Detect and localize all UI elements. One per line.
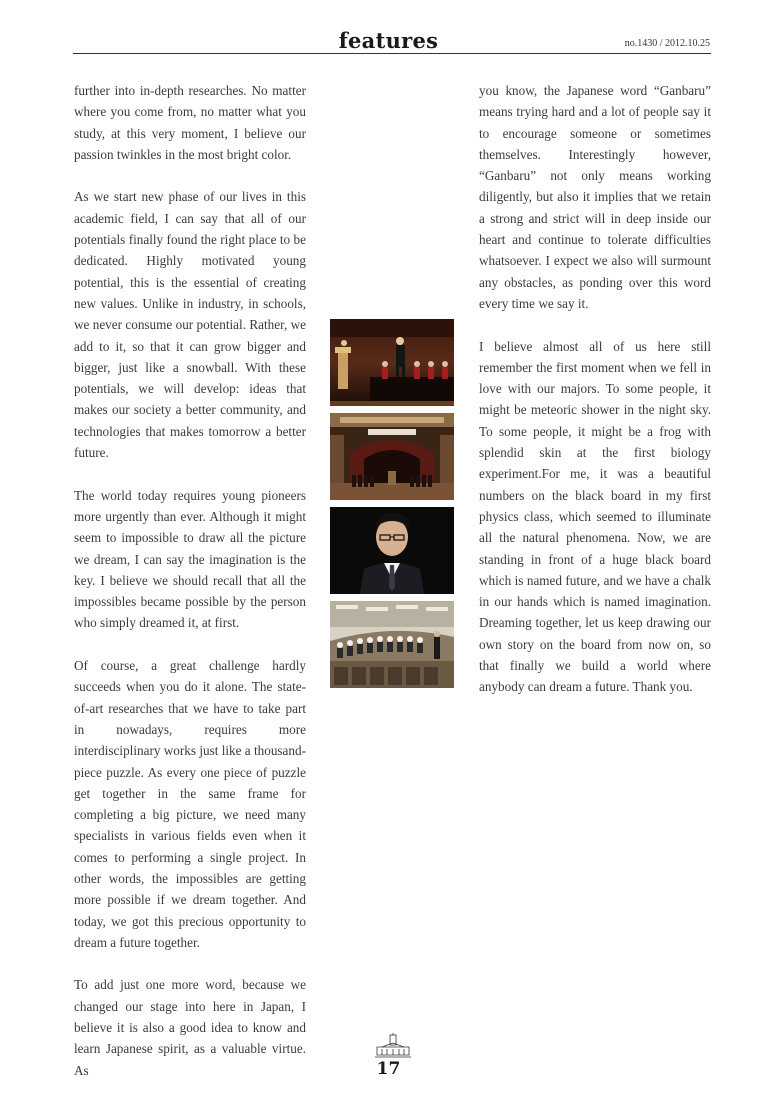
section-title: features bbox=[338, 28, 439, 53]
paragraph: To add just one more word, because we changed our stage into here in Japan, I believe it is also a good idea to know and learn Japanese spirit, as a valuable virtue. As bbox=[74, 977, 306, 1078]
paragraph: Of course, a great challenge hardly succeeds when you do it alone. The state-of-art researches that we have to take part in nowadays, requires more interdisciplinary works just like a thousand-piece puzzle. As every one piece of puzzle get together in the same frame for completing a big picture, we need many specialists in various fields even when it comes to performing a single project. In other words, the impossibles are getting more possible if we dream together. And today, we got this precious opportunity to dream a future together. bbox=[74, 658, 306, 950]
right-text-column bbox=[479, 80, 711, 698]
auditorium-stage-photo bbox=[330, 413, 454, 500]
paragraph: further into in-depth researches. No matter where you come from, no matter what you study, at this very moment, I believe our passion twinkles in the most bright color. bbox=[74, 83, 306, 162]
paragraph: As we start new phase of our lives in this academic field, I can say that all of our potentials finally found the right place to be dedicated. Highly motivated young potential, this is the essential of creating new values. Unlike in industry, in schools, we never consume our potential. Rather, we add to it, so that it can grow bigger and bigger, just like a snowball. With these potentials, we will develop: ideas that makes our society a better community, and technologies that makes tomorrow a better future. bbox=[74, 189, 306, 461]
page-number: 17 bbox=[376, 1059, 401, 1079]
paragraph: I believe almost all of us here still remember the first moment when we fell in love with our majors. To some people, it might be meteoric shower in the night sky. To some people, it might be a frog with splendid skin at the first biology experiment.For me, it was a beautiful numbers on the black board in my first physics class, which seemed to illuminate all the natural phenomena. Now, we are standing in front of a huge black board which is named future, and we have a chalk in our hands which is named imagination. Dreaming together, let us keep drawing our own story on the board from now on, so that finally we build a world where anybody can dream a future. Thank you. bbox=[479, 338, 711, 695]
university-building-logo bbox=[374, 1033, 412, 1059]
paragraph: you know, the Japanese word “Ganbaru” means trying hard and a lot of people say it to encourage someone or sometimes themselves. Interestingly however, “Ganbaru” not only means working diligently, but also it implies that we retain a strong and strict will in deep inside our heart and continue to tolerate difficulties whatsoever. I expect we also will surmount any obstacles, as ponding over this word every time we say it. bbox=[479, 83, 711, 311]
header-divider bbox=[73, 53, 711, 54]
paragraph: The world today requires young pioneers more urgently than ever. Although it might seem to impossible to draw all the picture we dream, I can say the imagination is the key. I believe we should recall that all the impossibles became possible by the person who simply dreamed it, at first. bbox=[74, 487, 306, 631]
speaker-portrait-photo bbox=[330, 507, 454, 594]
left-text-column bbox=[74, 80, 306, 1081]
issue-date: no.1430 / 2012.10.25 bbox=[624, 38, 710, 49]
choir-hall-photo bbox=[330, 601, 454, 688]
ceremony-stage-photo bbox=[330, 319, 454, 406]
